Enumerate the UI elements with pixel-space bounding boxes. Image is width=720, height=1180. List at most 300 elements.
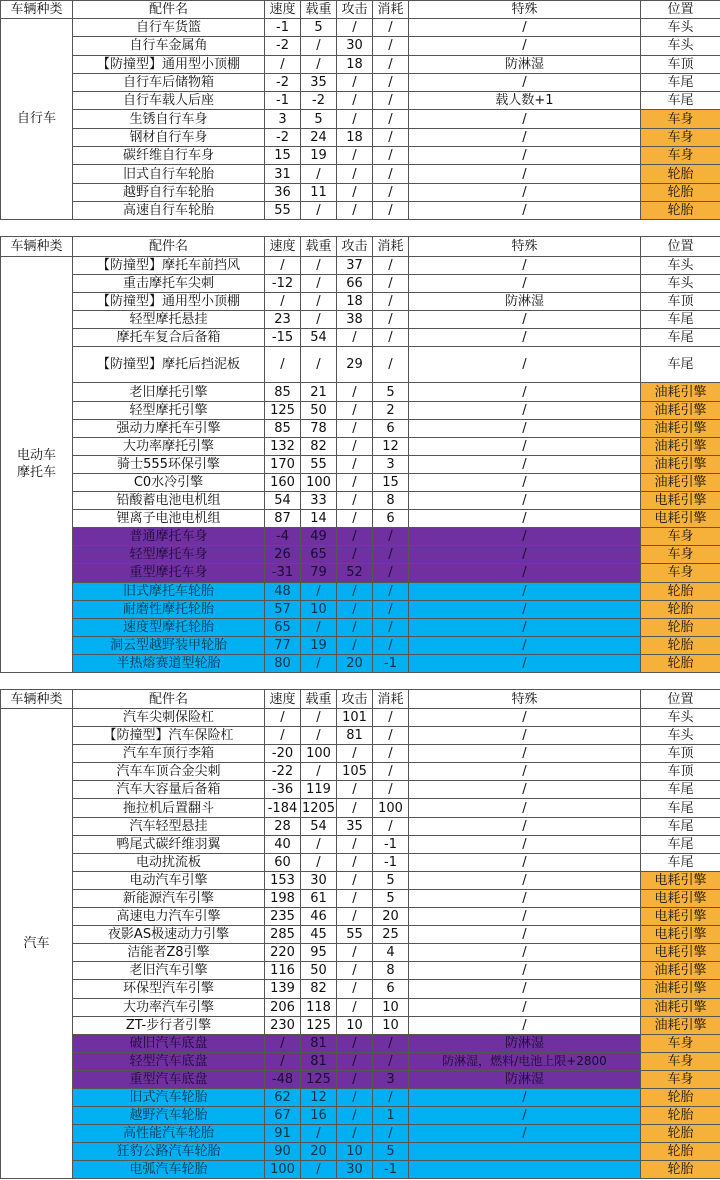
table-row [1, 473, 720, 491]
part-name-cell: 夜影AS极速动力引擎 [73, 926, 265, 944]
attack-cell: / [337, 835, 373, 853]
attack-cell: / [337, 455, 373, 473]
speed-cell: 139 [265, 980, 301, 998]
attack-cell: / [337, 600, 373, 618]
table-row [1, 347, 720, 383]
load-cell: 82 [301, 437, 337, 455]
speed-cell: 206 [265, 998, 301, 1016]
special-cell: / [409, 745, 641, 763]
consume-cell: / [373, 329, 409, 347]
special-cell: / [409, 510, 641, 528]
position-cell: 车尾 [641, 329, 720, 347]
load-cell: 12 [301, 1088, 337, 1106]
speed-cell: 90 [265, 1143, 301, 1161]
load-cell: 30 [301, 871, 337, 889]
position-cell: 车身 [641, 128, 720, 146]
position-cell: 车尾 [641, 73, 720, 91]
attack-cell: 55 [337, 926, 373, 944]
header-special: 特殊 [409, 690, 641, 709]
special-cell: / [409, 110, 641, 128]
special-cell: / [409, 401, 641, 419]
consume-cell: / [373, 1088, 409, 1106]
speed-cell: -48 [265, 1070, 301, 1088]
position-cell: 车尾 [641, 835, 720, 853]
table-row [1, 1034, 720, 1052]
part-name-cell: 汽车车顶合金尖刺 [73, 763, 265, 781]
speed-cell: 48 [265, 582, 301, 600]
load-cell: / [301, 709, 337, 727]
table-row [1, 763, 720, 781]
special-cell: / [409, 347, 641, 383]
attack-cell: / [337, 329, 373, 347]
speed-cell: -1 [265, 19, 301, 37]
position-cell: 车头 [641, 19, 720, 37]
part-name-cell: 洞云型越野装甲轮胎 [73, 636, 265, 654]
part-name-cell: 自行车货篮 [73, 19, 265, 37]
special-cell: / [409, 654, 641, 672]
consume-cell: / [373, 763, 409, 781]
table-row [1, 889, 720, 907]
part-name-cell: 自行车金属角 [73, 37, 265, 55]
table-row [1, 92, 720, 110]
table-row [1, 871, 720, 889]
speed-cell: 91 [265, 1125, 301, 1143]
consume-cell: -1 [373, 1161, 409, 1179]
load-cell: 14 [301, 510, 337, 528]
speed-cell: -4 [265, 528, 301, 546]
special-cell: / [409, 257, 641, 275]
consume-cell: 5 [373, 889, 409, 907]
part-name-cell: 大功率摩托引擎 [73, 437, 265, 455]
category-cell: 自行车 [1, 19, 73, 220]
attack-cell: / [337, 908, 373, 926]
part-name-cell: 轻型摩托车身 [73, 546, 265, 564]
position-cell: 轮胎 [641, 618, 720, 636]
header-position: 位置 [641, 1, 720, 19]
table-row [1, 1107, 720, 1125]
special-cell: / [409, 853, 641, 871]
part-name-cell: 重击摩托车尖刺 [73, 275, 265, 293]
special-cell: / [409, 980, 641, 998]
special-cell [409, 1161, 641, 1179]
load-cell: 100 [301, 745, 337, 763]
position-cell: 轮胎 [641, 165, 720, 183]
table-row [1, 799, 720, 817]
consume-cell: / [373, 92, 409, 110]
load-cell: / [301, 311, 337, 329]
attack-cell: / [337, 889, 373, 907]
consume-cell: / [373, 781, 409, 799]
consume-cell: 3 [373, 455, 409, 473]
attack-cell: / [337, 73, 373, 91]
speed-cell: -2 [265, 73, 301, 91]
attack-cell: / [337, 980, 373, 998]
special-cell: 载人数+1 [409, 92, 641, 110]
load-cell: / [301, 763, 337, 781]
position-cell: 油耗引擎 [641, 473, 720, 491]
part-name-cell: 汽车尖刺保险杠 [73, 709, 265, 727]
table-row [1, 201, 720, 219]
attack-cell: / [337, 110, 373, 128]
part-name-cell: 锂离子电池电机组 [73, 510, 265, 528]
speed-cell: 67 [265, 1107, 301, 1125]
consume-cell: / [373, 600, 409, 618]
consume-cell: / [373, 201, 409, 219]
position-cell: 车顶 [641, 745, 720, 763]
speed-cell: -2 [265, 37, 301, 55]
consume-cell: / [373, 110, 409, 128]
part-name-cell: 骑士555环保引擎 [73, 455, 265, 473]
position-cell: 车头 [641, 275, 720, 293]
table-row [1, 582, 720, 600]
position-cell: 车身 [641, 546, 720, 564]
table-row [1, 1052, 720, 1070]
table-row [1, 980, 720, 998]
load-cell: 5 [301, 19, 337, 37]
load-cell: 118 [301, 998, 337, 1016]
consume-cell: / [373, 1052, 409, 1070]
part-name-cell: 大功率汽车引擎 [73, 998, 265, 1016]
position-cell: 车尾 [641, 817, 720, 835]
load-cell: 100 [301, 473, 337, 491]
position-cell: 轮胎 [641, 654, 720, 672]
special-cell: / [409, 618, 641, 636]
speed-cell: 116 [265, 962, 301, 980]
speed-cell: 132 [265, 437, 301, 455]
load-cell: 78 [301, 419, 337, 437]
speed-cell: 230 [265, 1016, 301, 1034]
load-cell: 1205 [301, 800, 336, 816]
table-row [1, 110, 720, 128]
table-row [1, 383, 720, 401]
table-row [1, 1088, 720, 1106]
table-row [1, 564, 720, 582]
part-name-cell: 老旧汽车引擎 [73, 962, 265, 980]
table-row [1, 727, 720, 745]
position-cell: 车身 [641, 1070, 720, 1088]
attack-cell: 105 [337, 763, 373, 781]
header-part: 配件名 [73, 1, 265, 19]
position-cell: 车头 [641, 709, 720, 727]
table-row [1, 998, 720, 1016]
special-cell: 防淋湿，燃料/电池上限+2800 [409, 1052, 641, 1070]
table-row [1, 492, 720, 510]
header-attack: 攻击 [337, 237, 373, 257]
consume-cell: 10 [373, 998, 409, 1016]
attack-cell: 66 [337, 275, 373, 293]
special-cell: / [409, 201, 641, 219]
position-cell: 轮胎 [641, 201, 720, 219]
attack-cell: 81 [337, 727, 373, 745]
part-name-cell: 摩托车复合后备箱 [73, 329, 265, 347]
consume-cell: 4 [373, 944, 409, 962]
consume-cell: 6 [373, 510, 409, 528]
position-cell: 油耗引擎 [641, 437, 720, 455]
part-name-cell: 狂豹公路汽车轮胎 [73, 1143, 265, 1161]
speed-cell: -36 [265, 781, 301, 799]
position-cell: 车身 [641, 1052, 720, 1070]
part-name-cell: 旧式汽车轮胎 [73, 1088, 265, 1106]
load-cell: 61 [301, 889, 337, 907]
speed-cell: -22 [265, 763, 301, 781]
header-load: 载重 [301, 690, 337, 709]
load-cell: 50 [301, 962, 337, 980]
table-row [1, 147, 720, 165]
table-row [1, 455, 720, 473]
speed-cell: -31 [265, 564, 301, 582]
table-row [1, 853, 720, 871]
table-row [1, 37, 720, 55]
speed-cell: 160 [265, 473, 301, 491]
special-cell: / [409, 546, 641, 564]
part-name-cell: 普通摩托车身 [73, 528, 265, 546]
part-name-cell: 轻型汽车底盘 [73, 1052, 265, 1070]
special-cell: / [409, 564, 641, 582]
position-cell: 轮胎 [641, 1088, 720, 1106]
load-cell: 54 [301, 817, 337, 835]
position-cell: 车顶 [641, 55, 720, 73]
speed-cell: 77 [265, 636, 301, 654]
consume-cell: / [373, 1034, 409, 1052]
table-row [1, 618, 720, 636]
table-row [1, 709, 720, 727]
consume-cell: / [373, 709, 409, 727]
consume-cell: -1 [373, 853, 409, 871]
table-row [1, 275, 720, 293]
speed-cell: 125 [265, 401, 301, 419]
part-name-cell: 电动汽车引擎 [73, 871, 265, 889]
part-name-cell: 新能源汽车引擎 [73, 889, 265, 907]
position-cell: 轮胎 [641, 1161, 720, 1179]
header-position: 位置 [641, 237, 720, 257]
speed-cell: -1 [265, 92, 301, 110]
load-cell: 35 [301, 73, 337, 91]
part-name-cell: 电弧汽车轮胎 [73, 1161, 265, 1179]
load-cell: 11 [301, 183, 337, 201]
attack-cell: 30 [337, 1161, 373, 1179]
position-cell: 油耗引擎 [641, 455, 720, 473]
load-cell: 20 [301, 1143, 337, 1161]
part-name-cell: 碳纤维自行车身 [73, 147, 265, 165]
speed-cell: 85 [265, 383, 301, 401]
header-attack: 攻击 [337, 1, 373, 19]
part-name-cell: 老旧摩托引擎 [73, 383, 265, 401]
table-row [1, 528, 720, 546]
special-cell: / [409, 419, 641, 437]
table-row [1, 1070, 720, 1088]
speed-cell: 87 [265, 510, 301, 528]
load-cell: 33 [301, 492, 337, 510]
part-name-cell: 电动扰流板 [73, 853, 265, 871]
table-row [1, 437, 720, 455]
special-cell: / [409, 165, 641, 183]
position-cell: 车身 [641, 110, 720, 128]
header-row [1, 1, 720, 19]
position-cell: 车身 [641, 1034, 720, 1052]
table-row [1, 329, 720, 347]
part-name-cell: 鸭尾式碳纤维羽翼 [73, 835, 265, 853]
attack-cell: / [337, 944, 373, 962]
special-cell: 防淋湿 [409, 55, 641, 73]
position-cell: 轮胎 [641, 1107, 720, 1125]
consume-cell: / [373, 727, 409, 745]
speed-cell: -12 [265, 275, 301, 293]
part-name-cell: 洁能者Z8引擎 [73, 944, 265, 962]
speed-cell: / [265, 1052, 301, 1070]
consume-cell: / [373, 817, 409, 835]
position-cell: 车尾 [641, 311, 720, 329]
header-load: 载重 [301, 1, 337, 19]
special-cell: / [409, 1107, 641, 1125]
position-cell: 电耗引擎 [641, 944, 720, 962]
special-cell: / [409, 871, 641, 889]
consume-cell: / [373, 564, 409, 582]
consume-cell: 8 [373, 962, 409, 980]
load-cell: 49 [301, 528, 337, 546]
load-cell: / [301, 582, 337, 600]
table-row [1, 19, 720, 37]
part-name-cell: C0水冷引擎 [73, 473, 265, 491]
speed-cell: 31 [265, 165, 301, 183]
part-name-cell: ZT-步行者引擎 [73, 1016, 265, 1034]
position-cell: 车身 [641, 564, 720, 582]
speed-cell: 55 [265, 201, 301, 219]
load-cell: 125 [301, 1016, 337, 1034]
section-table [0, 689, 720, 1179]
attack-cell: / [337, 781, 373, 799]
table-row [1, 1016, 720, 1034]
consume-cell: 5 [373, 383, 409, 401]
load-cell: 45 [301, 926, 337, 944]
attack-cell: / [337, 618, 373, 636]
load-cell: / [301, 618, 337, 636]
header-category: 车辆种类 [1, 237, 73, 257]
attack-cell: / [337, 165, 373, 183]
speed-cell: / [265, 1034, 301, 1052]
attack-cell: / [337, 582, 373, 600]
attack-cell: / [337, 871, 373, 889]
position-cell: 轮胎 [641, 183, 720, 201]
part-name-cell: 汽车车顶行李箱 [73, 745, 265, 763]
special-cell: / [409, 455, 641, 473]
table-row [1, 73, 720, 91]
header-load: 载重 [301, 237, 337, 257]
special-cell: / [409, 1088, 641, 1106]
attack-cell: / [337, 1052, 373, 1070]
attack-cell: / [337, 636, 373, 654]
attack-cell: / [337, 998, 373, 1016]
special-cell: 防淋湿 [409, 293, 641, 311]
part-name-cell: 高性能汽车轮胎 [73, 1125, 265, 1143]
speed-cell: 198 [265, 889, 301, 907]
position-cell: 车头 [641, 37, 720, 55]
consume-cell: / [373, 636, 409, 654]
speed-cell: 3 [265, 110, 301, 128]
speed-cell: / [265, 55, 301, 73]
section-table [0, 236, 720, 673]
attack-cell: 18 [337, 293, 373, 311]
header-speed: 速度 [265, 1, 301, 19]
table-row [1, 962, 720, 980]
load-cell: / [301, 1161, 337, 1179]
special-cell: / [409, 962, 641, 980]
consume-cell: 5 [373, 1143, 409, 1161]
table-row [1, 600, 720, 618]
table-row [1, 654, 720, 672]
table-row [1, 401, 720, 419]
part-name-cell: 半热熔赛道型轮胎 [73, 654, 265, 672]
position-cell: 轮胎 [641, 600, 720, 618]
part-name-cell: 耐磨性摩托轮胎 [73, 600, 265, 618]
position-cell: 车头 [641, 257, 720, 275]
special-cell: / [409, 1016, 641, 1034]
table-row [1, 1161, 720, 1179]
special-cell: / [409, 473, 641, 491]
load-cell: 119 [301, 781, 337, 799]
header-special: 特殊 [409, 237, 641, 257]
header-attack: 攻击 [337, 690, 373, 709]
attack-cell: / [337, 401, 373, 419]
load-cell: / [301, 293, 337, 311]
consume-cell: 6 [373, 419, 409, 437]
consume-cell: / [373, 293, 409, 311]
part-name-cell: 速度型摩托轮胎 [73, 618, 265, 636]
position-cell: 车身 [641, 528, 720, 546]
position-cell: 油耗引擎 [641, 998, 720, 1016]
special-cell: / [409, 1125, 641, 1143]
consume-cell: 100 [373, 799, 409, 817]
special-cell: / [409, 781, 641, 799]
part-name-cell: 旧式自行车轮胎 [73, 165, 265, 183]
load-cell: / [301, 37, 337, 55]
part-name-cell: 自行车后储物箱 [73, 73, 265, 91]
load-cell: 24 [301, 128, 337, 146]
load-cell: 79 [301, 564, 337, 582]
special-cell: / [409, 799, 641, 817]
speed-cell: 36 [265, 183, 301, 201]
attack-cell: / [337, 1088, 373, 1106]
speed-cell: 60 [265, 853, 301, 871]
part-name-cell: 轻型摩托悬挂 [73, 311, 265, 329]
load-cell: 10 [301, 600, 337, 618]
table-row [1, 1143, 720, 1161]
part-name-cell: 高速电力汽车引擎 [73, 908, 265, 926]
speed-cell: 65 [265, 618, 301, 636]
speed-cell: 235 [265, 908, 301, 926]
load-cell: / [301, 257, 337, 275]
attack-cell: / [337, 492, 373, 510]
attack-cell: / [337, 528, 373, 546]
header-part: 配件名 [73, 237, 265, 257]
part-name-cell: 越野汽车轮胎 [73, 1107, 265, 1125]
position-cell: 电耗引擎 [641, 889, 720, 907]
consume-cell: -1 [373, 654, 409, 672]
attack-cell: 37 [337, 257, 373, 275]
part-name-cell: 自行车载人后座 [73, 92, 265, 110]
special-cell: / [409, 889, 641, 907]
load-cell: 55 [301, 455, 337, 473]
position-cell: 电耗引擎 [641, 492, 720, 510]
load-cell: 21 [301, 383, 337, 401]
table-row [1, 781, 720, 799]
header-speed: 速度 [265, 237, 301, 257]
attack-cell: 29 [337, 347, 373, 383]
consume-cell: / [373, 745, 409, 763]
special-cell: / [409, 528, 641, 546]
attack-cell: 20 [337, 654, 373, 672]
attack-cell: 35 [337, 817, 373, 835]
speed-cell: 153 [265, 871, 301, 889]
